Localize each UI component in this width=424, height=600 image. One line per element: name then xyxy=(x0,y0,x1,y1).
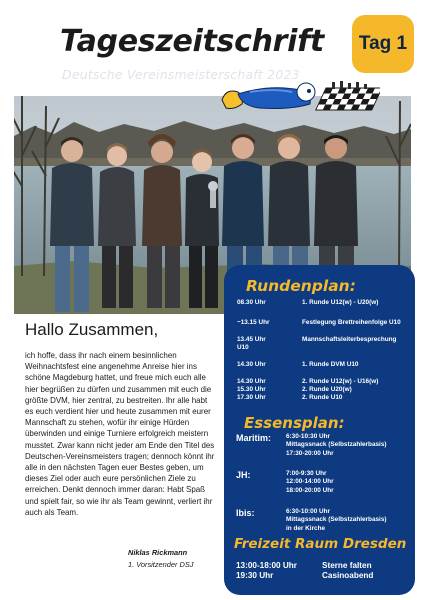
meal-location: JH: xyxy=(236,470,251,480)
rundenplan-desc: 1. Runde U12(w) - U20(w) xyxy=(302,299,379,306)
day-badge: Tag 1 xyxy=(352,15,414,73)
freizeit-desc: Sterne falten xyxy=(322,561,372,570)
meal-time: 6:30-10:30 Uhr xyxy=(286,433,331,440)
rundenplan-time: ~13.15 Uhr xyxy=(237,319,270,326)
meal-time: 17:30-20:00 Uhr xyxy=(286,449,334,457)
meal-time: 18:00-20:00 Uhr xyxy=(286,486,334,494)
meal-time: 6:30-10:00 Uhr xyxy=(286,508,331,515)
freizeit-time: 19:30 Uhr xyxy=(236,571,274,580)
rundenplan-time: 17.30 Uhr xyxy=(237,394,266,401)
meal-time: in der Kirche xyxy=(286,524,326,532)
rundenplan-desc: Mannschaftsleiterbesprechung xyxy=(302,336,397,343)
schedule-panel xyxy=(224,265,415,595)
meal-times xyxy=(286,508,387,533)
meal-time: Mittagssnack (Selbstzahlerbasis) xyxy=(286,516,387,524)
rundenplan-desc: 1. Runde DVM U10 xyxy=(302,361,359,368)
freizeit-desc: Casinoabend xyxy=(322,571,374,580)
meal-location: Ibis: xyxy=(236,508,255,518)
freizeit-title: Freizeit Raum Dresden xyxy=(234,536,407,552)
signature-name: Niklas Rickmann xyxy=(128,548,188,557)
meal-location: Maritim: xyxy=(236,433,272,443)
page-subtitle: Deutsche Vereinsmeisterschaft 2023 xyxy=(62,67,300,82)
meal-time: Mittagssnack (Selbstzahlerbasis) xyxy=(286,441,387,449)
meal-times xyxy=(286,433,387,458)
rundenplan-desc: 2. Runde U12(w) - U16(w) xyxy=(302,378,379,385)
rundenplan-time: 14.30 Uhr xyxy=(237,361,266,368)
essensplan-title: Essensplan: xyxy=(244,414,345,432)
rundenplan-title: Rundenplan: xyxy=(246,277,356,295)
rundenplan-time: U10 xyxy=(237,344,249,351)
rundenplan-time: 14.30 Uhr xyxy=(237,378,266,385)
rundenplan-time: 08.30 Uhr xyxy=(237,299,266,306)
chess-mascot-icon xyxy=(220,80,380,116)
meal-time: 7:00-9:30 Uhr xyxy=(286,470,327,477)
signature-role: 1. Vorsitzender DSJ xyxy=(128,560,194,569)
rundenplan-desc: Festlegung Brettreihenfolge U10 xyxy=(302,319,401,326)
letter-greeting: Hallo Zusammen, xyxy=(25,320,159,339)
rundenplan-time: 13.45 Uhr xyxy=(237,336,266,343)
page-title: Tageszeitschrift xyxy=(60,24,324,59)
rundenplan-time: 15.30 Uhr xyxy=(237,386,266,393)
meal-times xyxy=(286,470,334,495)
meal-time: 12:00-14:00 Uhr xyxy=(286,478,334,486)
letter-body: ich hoffe, dass ihr nach einem besinnlichen Weihnachtsfest eine angenehme Anreise hier ins schöne Magdeburg hattet, und freue mich euch alle hier begrüßen zu dürfen und zusammen mit euch die größte DVM, hier zentral, zu bestreiten. Ihr alle habt es euch verdient hier und heute zusammen mit eurer Mannschaft zu stehen, wofür ihr einige Hürden überwinden und einige Turniere erfolgreich meistern musstet. Zwar kann nicht jeder am Ende den Titel des Deutschen-Vereinsmeisters tragen; dennoch könnt ihr alle in den nächsten Tagen euer Bestes geben, um dieses Ziel oder auch eure persönlichen Ziele zu erreichen. Denkt dennoch immer daran: Habt Spaß und spielt fair, so wie ihr als Team gewinnt, verliert ihr auch als Team. xyxy=(25,351,215,517)
freizeit-time: 13:00-18:00 Uhr xyxy=(236,561,297,570)
rundenplan-desc: 2. Runde U20(w) xyxy=(302,386,352,393)
rundenplan-desc: 2. Runde U10 xyxy=(302,394,343,401)
